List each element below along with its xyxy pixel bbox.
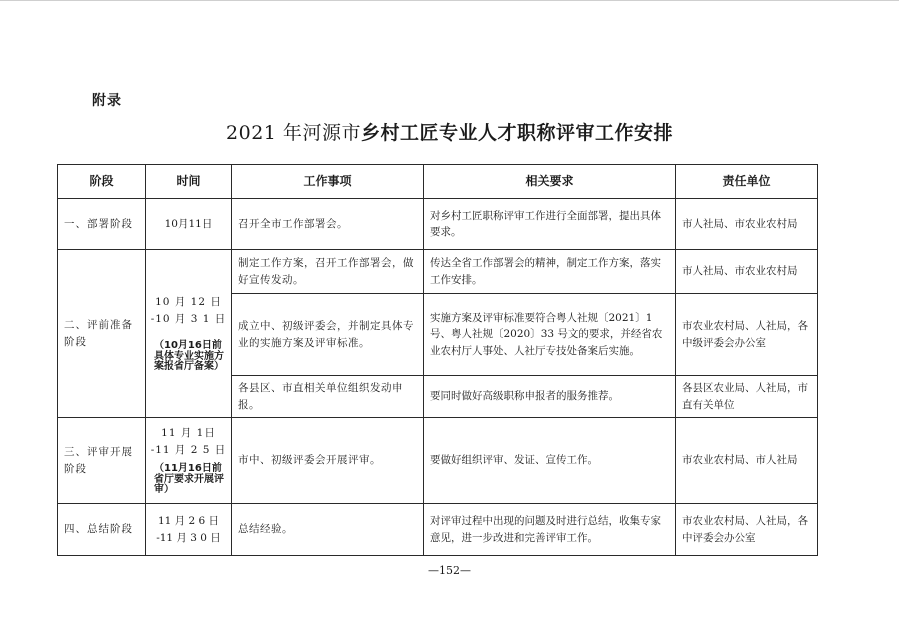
time-cell xyxy=(146,418,232,504)
table-row xyxy=(58,250,818,294)
header-stage: 阶段 xyxy=(58,165,146,199)
table-row xyxy=(58,418,818,504)
requirement-cell: 对乡村工匠职称评审工作进行全面部署，提出具体要求。 xyxy=(424,199,676,250)
table-row xyxy=(58,199,818,250)
unit-cell: 市农业农村局、市人社局 xyxy=(676,418,818,504)
task-cell: 总结经验。 xyxy=(232,504,424,556)
requirement-cell: 传达全省工作部署会的精神，制定工作方案，落实工作安排。 xyxy=(424,250,676,294)
document-title xyxy=(0,118,899,145)
header-task: 工作事项 xyxy=(232,165,424,199)
unit-cell: 市农业农村局、人社局，各中级评委会办公室 xyxy=(676,294,818,376)
title-main: 乡村工匠专业人才职称评审工作安排 xyxy=(360,122,673,144)
task-cell: 制定工作方案，召开工作部署会，做好宣传发动。 xyxy=(232,250,424,294)
requirement-cell: 要做好组织评审、发证、宣传工作。 xyxy=(424,418,676,504)
time-cell xyxy=(146,250,232,418)
time-range: 10 月 12 日 -10 月 3 1 日 xyxy=(150,296,227,325)
header-requirement: 相关要求 xyxy=(424,165,676,199)
table-row xyxy=(58,504,818,556)
requirement-cell: 对评审过程中出现的问题及时进行总结，收集专家意见，进一步改进和完善评审工作。 xyxy=(424,504,676,556)
task-cell: 各县区、市直相关单位组织发动申报。 xyxy=(232,376,424,418)
task-cell: 市中、初级评委会开展评审。 xyxy=(232,418,424,504)
stage-cell: 二、评前准备阶段 xyxy=(58,250,146,418)
unit-cell: 市农业农村局、人社局，各中评委会办公室 xyxy=(676,504,818,556)
time-cell: 10月11日 xyxy=(146,199,232,250)
stage-cell: 一、部署阶段 xyxy=(58,199,146,250)
title-year: 2021 年 xyxy=(226,122,303,144)
stage-cell: 四、总结阶段 xyxy=(58,504,146,556)
header-unit: 责任单位 xyxy=(676,165,818,199)
task-cell: 成立中、初级评委会，并制定具体专业的实施方案及评审标准。 xyxy=(232,294,424,376)
table-header-row xyxy=(58,165,818,199)
unit-cell: 各县区农业局、人社局，市直有关单位 xyxy=(676,376,818,418)
unit-cell: 市人社局、市农业农村局 xyxy=(676,250,818,294)
page-number: —152— xyxy=(428,564,471,577)
page-top-edge xyxy=(0,0,899,1)
appendix-label: 附录 xyxy=(92,93,122,109)
time-cell: 11 月 2 6 日 -11 月 3 0 日 xyxy=(146,504,232,556)
header-time: 时间 xyxy=(146,165,232,199)
title-city: 河源市 xyxy=(302,122,361,144)
requirement-cell: 要同时做好高级职称申报者的服务推荐。 xyxy=(424,376,676,418)
time-note: （10月16日前具体专业实施方案报省厅备案） xyxy=(154,340,224,373)
unit-cell: 市人社局、市农业农村局 xyxy=(676,199,818,250)
task-cell: 召开全市工作部署会。 xyxy=(232,199,424,250)
time-note: （11月16日前省厅要求开展评审） xyxy=(154,463,224,496)
stage-cell: 三、评审开展阶段 xyxy=(58,418,146,504)
requirement-cell: 实施方案及评审标准要符合粤人社规〔2021〕1号、粤人社规〔2020〕33 号文的要求，并经省农业农村厅人事处、人社厅专技处备案后实施。 xyxy=(424,294,676,376)
time-range: 11 月 1日 -11 月 2 5 日 xyxy=(150,427,227,456)
schedule-table xyxy=(57,164,818,556)
